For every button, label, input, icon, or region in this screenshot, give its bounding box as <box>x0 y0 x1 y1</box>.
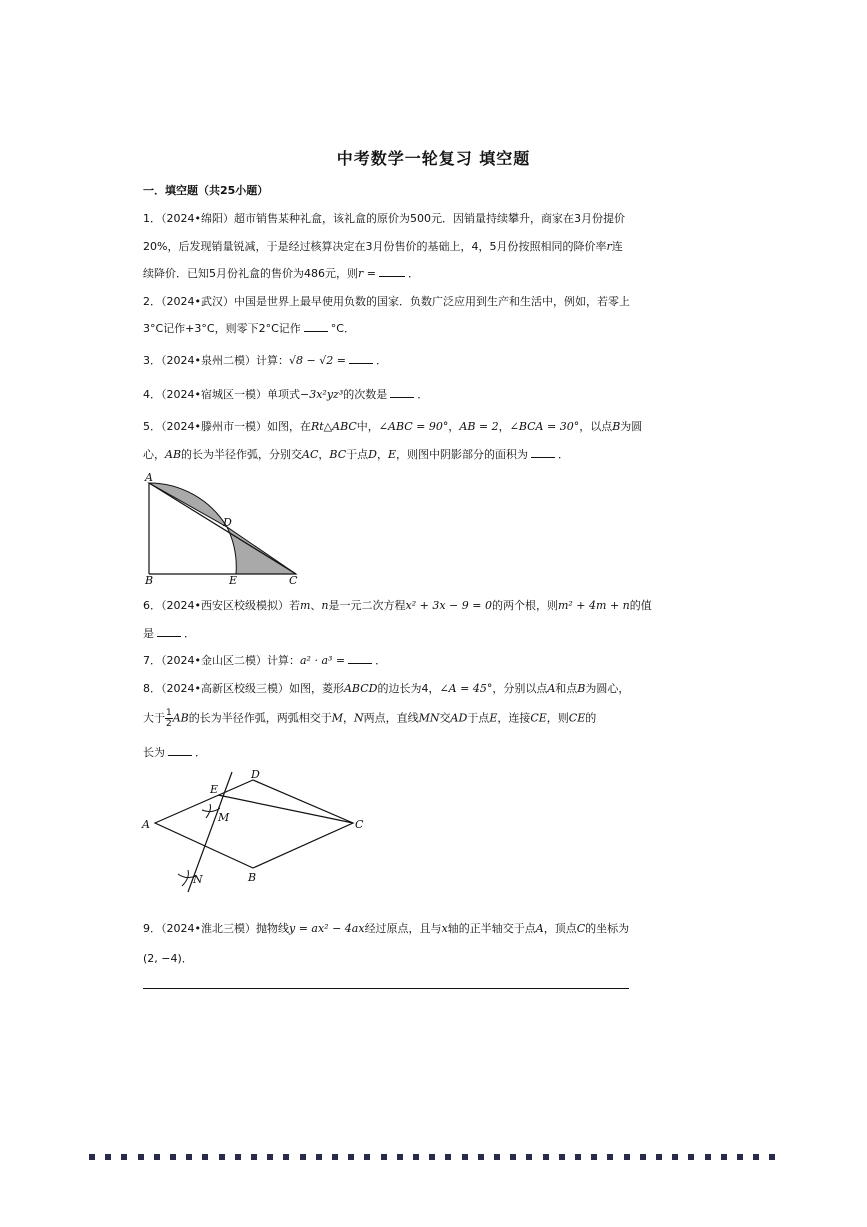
question-3: 3．（2024•泉州二模）计算：√8 − √2 = ． <box>143 354 387 367</box>
answer-blank[interactable] <box>348 662 372 664</box>
footer-dot <box>624 1154 630 1160</box>
footer-dot-border <box>89 1154 779 1162</box>
segment-ce <box>218 795 353 823</box>
rhombus-abcd <box>155 780 353 868</box>
label-e: E <box>210 783 219 796</box>
footer-dot <box>105 1154 111 1160</box>
question-9-line-2: (2, −4)． <box>143 952 193 965</box>
footer-dot <box>219 1154 225 1160</box>
footer-dot <box>591 1154 597 1160</box>
question-5-line-2: 心，AB的长为半径作弧，分别交AC，BC于点D，E，则图中阴影部分的面积为 ． <box>143 448 569 461</box>
footer-dot <box>300 1154 306 1160</box>
footer-dot <box>688 1154 694 1160</box>
label-c: C <box>289 574 298 586</box>
question-8-line-3: 长为 ． <box>143 746 206 759</box>
footer-dot <box>202 1154 208 1160</box>
footer-dot <box>283 1154 289 1160</box>
variable-r: r <box>606 240 612 253</box>
footer-dot <box>543 1154 549 1160</box>
footer-dot <box>559 1154 565 1160</box>
footer-dot <box>705 1154 711 1160</box>
monomial: −3x²yz³ <box>299 388 344 401</box>
footer-dot <box>413 1154 419 1160</box>
footer-dot <box>154 1154 160 1160</box>
question-6-line-2: 是 ． <box>143 627 195 640</box>
question-7: 7．（2024•金山区二模）计算：a² · a³ = ． <box>143 654 387 667</box>
question-1-line-2: 20%，后发现销量锐减，于是经过核算决定在3月份售价的基础上，4，5月份按照相同的降价率r连 <box>143 240 623 253</box>
question-1-line-1: 1．（2024•绵阳）超市销售某种礼盒，该礼盒的原价为500元．因销量持续攀升，商家在3月份提价 <box>143 212 625 225</box>
footer-dot <box>526 1154 532 1160</box>
footer-dot <box>753 1154 759 1160</box>
label-a: A <box>142 818 150 831</box>
footer-dot <box>170 1154 176 1160</box>
footer-dot <box>640 1154 646 1160</box>
label-b: B <box>248 871 257 884</box>
footer-dot <box>348 1154 354 1160</box>
label-d: D <box>251 768 260 781</box>
footer-dot <box>672 1154 678 1160</box>
footer-dot <box>737 1154 743 1160</box>
question-1-line-3: 续降价．已知5月份礼盒的售价为486元，则r = ． <box>143 267 419 280</box>
label-e: E <box>229 574 238 586</box>
footer-dot <box>316 1154 322 1160</box>
footer-dot <box>251 1154 257 1160</box>
question-4: 4．（2024•宿城区一模）单项式−3x²yz³的次数是 ． <box>143 388 429 401</box>
answer-blank[interactable] <box>390 396 414 398</box>
label-n: N <box>193 873 203 886</box>
figure-rhombus <box>140 768 370 898</box>
footer-dot <box>121 1154 127 1160</box>
footer-dot <box>510 1154 516 1160</box>
page-title: 中考数学一轮复习 填空题 <box>336 149 531 168</box>
question-9-line-1: 9．（2024•淮北三模）抛物线y = ax² − 4ax经过原点，且与x轴的正半轴交于点A，顶点C的坐标为 <box>143 922 630 935</box>
question-2-line-1: 2．（2024•武汉）中国是世界上最早使用负数的国家．负数广泛应用到生产和生活中，例如，若零上 <box>143 295 630 308</box>
footer-dot <box>721 1154 727 1160</box>
arc-mark-n-2 <box>182 870 188 886</box>
label-m: M <box>218 811 230 824</box>
footer-dot <box>445 1154 451 1160</box>
footer-dot <box>89 1154 95 1160</box>
radical-expression: √8 − √2 = <box>288 354 346 367</box>
answer-blank[interactable] <box>157 635 181 637</box>
label-b: B <box>145 574 154 586</box>
question-5-line-1: 5．（2024•滕州市一模）如图，在Rt△ABC中，∠ABC = 90°，AB = 2，∠BCA = 30°，以点B为圆 <box>143 420 643 433</box>
question-6-line-1: 6．（2024•西安区校级模拟）若m、n是一元二次方程x² + 3x − 9 = 0的两个根，则m² + 4m + n的值 <box>143 599 652 612</box>
footer-dot <box>429 1154 435 1160</box>
answer-blank[interactable] <box>168 754 192 756</box>
section-heading: 一．填空题（共25小题） <box>143 184 269 197</box>
question-8-line-1: 8．（2024•高新区校级三模）如图，菱形ABCD的边长为4，∠A = 45°，分别以点A和点B为圆心， <box>143 682 630 695</box>
footer-dot <box>656 1154 662 1160</box>
footer-dot <box>494 1154 500 1160</box>
footer-dot <box>381 1154 387 1160</box>
footer-dot <box>332 1154 338 1160</box>
question-8-line-2: 大于 $\frac{1}{2}$ AB的长为半径作弧，两弧相交于M，N两点，直线MN交AD于点E，连接CE，则CE的 <box>143 708 597 729</box>
footer-dot <box>364 1154 370 1160</box>
figure-triangle-arc <box>140 470 310 586</box>
footer-dot <box>138 1154 144 1160</box>
footer-dot <box>235 1154 241 1160</box>
answer-blank[interactable] <box>349 362 373 364</box>
answer-blank[interactable] <box>304 330 328 332</box>
footer-dot <box>769 1154 775 1160</box>
horizontal-rule <box>143 988 629 989</box>
footer-dot <box>267 1154 273 1160</box>
footer-dot <box>186 1154 192 1160</box>
label-c: C <box>355 818 364 831</box>
label-d: D <box>223 516 232 529</box>
fraction-one-half: $\frac{1}{2}$ <box>166 708 172 729</box>
footer-dot <box>397 1154 403 1160</box>
question-2-line-2: 3°C记作+3°C，则零下2°C记作 °C． <box>143 322 355 335</box>
footer-dot <box>575 1154 581 1160</box>
label-a: A <box>145 471 153 484</box>
answer-blank[interactable] <box>531 456 555 458</box>
footer-dot <box>607 1154 613 1160</box>
answer-blank[interactable] <box>379 275 405 277</box>
footer-dot <box>462 1154 468 1160</box>
footer-dot <box>478 1154 484 1160</box>
